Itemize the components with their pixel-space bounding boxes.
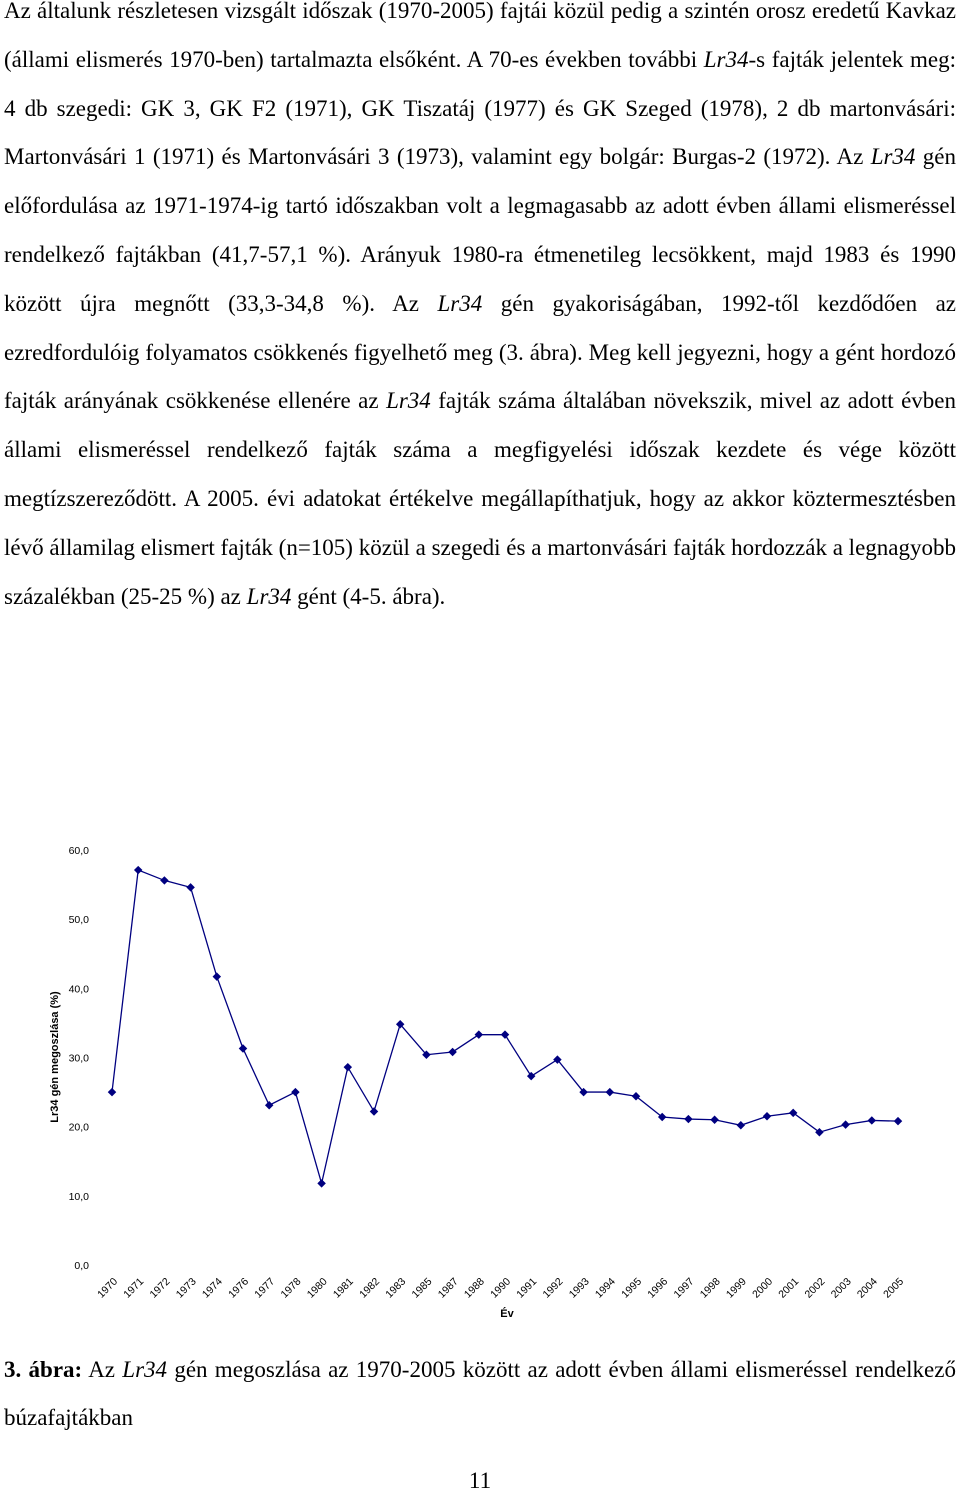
caption-gene: Lr34 xyxy=(122,1357,168,1382)
x-tick-label: 1974 xyxy=(199,1275,225,1301)
x-tick-label: 1999 xyxy=(723,1275,749,1301)
data-point xyxy=(186,883,194,891)
caption-text-b: gén megoszlása az 1970-2005 között az adott évben állami elismeréssel rendelkező búzafajtákban xyxy=(4,1357,956,1430)
y-tick-label: 10,0 xyxy=(68,1190,89,1203)
x-tick-label: 1978 xyxy=(278,1275,304,1301)
x-tick-label: 2000 xyxy=(750,1275,776,1301)
gene-name: Lr34 xyxy=(437,290,483,316)
x-axis-label: Év xyxy=(500,1308,514,1320)
page-number: 11 xyxy=(468,1468,492,1493)
caption-label: 3. ábra: xyxy=(4,1357,83,1382)
x-tick-label: 2005 xyxy=(881,1275,907,1301)
gene-name: Lr34 xyxy=(386,388,431,414)
gene-name: Lr34 xyxy=(870,144,916,170)
data-point xyxy=(213,972,221,980)
data-point xyxy=(737,1121,745,1129)
figure-caption xyxy=(4,1346,956,1442)
x-tick-label: 1973 xyxy=(173,1275,199,1301)
body-paragraph xyxy=(4,0,956,621)
x-tick-label: 1995 xyxy=(619,1275,645,1301)
x-tick-label: 1976 xyxy=(226,1275,252,1301)
body-text-5: fajták száma általában növekszik, mivel az adott évben állami elismeréssel rendelkező fajták száma a megfigyelési időszak kezdete és vége között megtízszereződött. A 2005. évi adatokat értékelve megállapíthatjuk, hogy az akkor köztermesztésben lévő államilag elismert fajták (n=105) közül a szegedi és a martonvásári fajták hordozzák a legnagyobb százalékban (25-25 %) az xyxy=(4,388,956,609)
body-text-4: gén gyakoriságában, 1992-től kezdődően az ezredfordulóig folyamatos csökkenés figyelhető meg (3. ábra). Meg kell jegyezni, hogy a gént hordozó fajták arányának csökkenése ellenére az xyxy=(4,290,956,414)
x-tick-label: 1993 xyxy=(566,1275,592,1301)
x-tick-label: 1996 xyxy=(645,1275,671,1301)
caption-text-a: Az xyxy=(82,1357,123,1382)
data-point xyxy=(291,1088,299,1096)
x-tick-label: 1998 xyxy=(697,1275,723,1301)
x-tick-label: 1981 xyxy=(330,1275,356,1301)
y-tick-label: 20,0 xyxy=(68,1121,89,1134)
gene-name: Lr34 xyxy=(246,583,292,609)
y-tick-label: 50,0 xyxy=(68,914,89,927)
data-point xyxy=(763,1112,771,1120)
y-tick-label: 40,0 xyxy=(68,983,89,996)
x-tick-label: 1977 xyxy=(252,1275,278,1301)
body-text-2: -s fajták jelentek meg: 4 db szegedi: GK 3, GK F2 (1971), GK Tiszatáj (1977) és GK Szeged (1978), 2 db martonvásári: Martonvásári 1 (1971) és Martonvásári 3 (1973), valamint egy bolgár: Burgas-2 (1972). Az xyxy=(4,46,956,170)
data-point xyxy=(317,1179,325,1187)
x-tick-label: 1985 xyxy=(409,1275,435,1301)
data-point xyxy=(606,1088,614,1096)
x-tick-label: 1970 xyxy=(95,1275,121,1301)
x-tick-label: 1987 xyxy=(435,1275,461,1301)
series-line xyxy=(112,870,898,1183)
line-chart xyxy=(0,820,960,1335)
x-tick-label: 2004 xyxy=(854,1275,880,1301)
x-tick-label: 1988 xyxy=(461,1275,487,1301)
x-tick-label: 1982 xyxy=(357,1275,383,1301)
x-tick-label: 1992 xyxy=(540,1275,566,1301)
x-axis-ticks xyxy=(95,1276,906,1301)
data-point xyxy=(448,1048,456,1056)
x-tick-label: 1990 xyxy=(488,1275,514,1301)
body-text-6: gént (4-5. ábra). xyxy=(291,583,446,609)
data-point xyxy=(160,876,168,884)
y-tick-label: 30,0 xyxy=(68,1052,89,1065)
x-tick-label: 1983 xyxy=(383,1275,409,1301)
y-tick-label: 60,0 xyxy=(68,845,89,857)
data-point xyxy=(370,1107,378,1115)
data-point xyxy=(265,1101,273,1109)
data-point xyxy=(501,1030,509,1038)
data-markers xyxy=(108,866,902,1188)
data-point xyxy=(239,1044,247,1052)
body-text-3: gén előfordulása az 1971-1974-ig tartó időszakban volt a legmagasabb az adott évben állami elismeréssel rendelkező fajtákban (41,7-57,1 %). Arányuk 1980-ra étmenetileg lecsökkent, majd 1983 és 1990 között újra megnőtt (33,3-34,8 %). Az xyxy=(4,144,956,316)
data-point xyxy=(108,1088,116,1096)
data-point xyxy=(710,1116,718,1124)
y-tick-label: 0,0 xyxy=(74,1260,89,1272)
data-point xyxy=(868,1116,876,1124)
body-text-1: Az általunk részletesen vizsgált időszak (1970-2005) fajtái közül pedig a szintén orosz eredetű Kavkaz (állami elismerés 1970-ben) tartalmazta elsőként. A 70-es években további xyxy=(4,0,956,72)
x-tick-label: 1980 xyxy=(304,1275,330,1301)
x-tick-label: 2003 xyxy=(828,1275,854,1301)
x-tick-label: 1971 xyxy=(121,1275,147,1301)
x-tick-label: 1991 xyxy=(514,1275,540,1301)
data-point xyxy=(841,1120,849,1128)
data-point xyxy=(475,1030,483,1038)
x-tick-label: 1997 xyxy=(671,1275,697,1301)
data-point xyxy=(134,866,142,874)
data-point xyxy=(344,1063,352,1071)
x-tick-label: 2002 xyxy=(802,1275,828,1301)
x-tick-label: 2001 xyxy=(776,1275,802,1301)
x-tick-label: 1994 xyxy=(592,1275,618,1301)
y-axis-ticks xyxy=(69,845,90,1272)
gene-name: Lr34 xyxy=(703,46,749,72)
y-axis-label: Lr34 gén megoszlása (%) xyxy=(49,991,61,1123)
x-tick-label: 1972 xyxy=(147,1275,173,1301)
data-point xyxy=(684,1115,692,1123)
data-point xyxy=(894,1117,902,1125)
data-point xyxy=(527,1072,535,1080)
